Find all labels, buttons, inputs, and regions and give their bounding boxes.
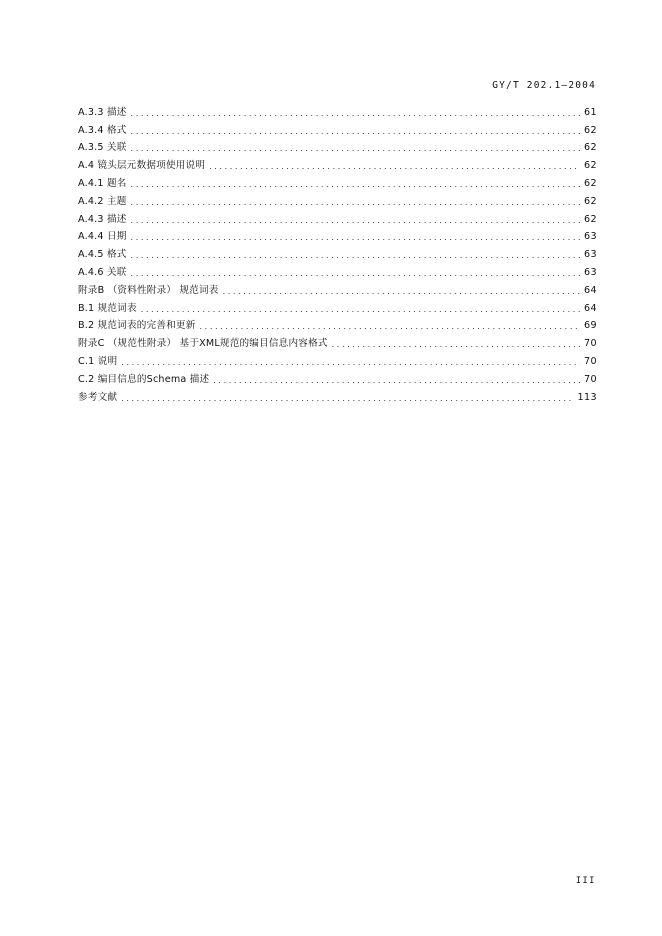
toc-entry-page: 63 — [583, 266, 597, 278]
toc-entry[interactable] — [78, 119, 597, 137]
toc-leader-dots — [131, 144, 580, 154]
toc-entry-page: 69 — [583, 320, 597, 332]
toc-entry-page: 113 — [577, 391, 597, 403]
toc-leader-dots — [213, 376, 580, 386]
toc-entry-page: 64 — [583, 302, 597, 314]
toc-leader-dots — [131, 233, 580, 243]
toc-leader-dots — [131, 251, 580, 261]
toc-entry-page: 62 — [583, 142, 597, 154]
table-of-contents — [78, 101, 597, 404]
toc-entry-page: 62 — [583, 195, 597, 207]
toc-entry-label: A.4.1 题名 — [78, 177, 127, 189]
toc-entry[interactable] — [78, 208, 597, 226]
toc-entry[interactable] — [78, 154, 597, 172]
toc-entry-label: A.4.2 主题 — [78, 195, 127, 207]
toc-entry-label: A.3.5 关联 — [78, 142, 127, 154]
page-number: III — [575, 876, 596, 886]
toc-entry-label: C.2 编目信息的Schema 描述 — [78, 373, 210, 385]
toc-leader-dots — [200, 322, 580, 332]
toc-leader-dots — [121, 394, 573, 404]
toc-leader-dots — [332, 340, 580, 350]
toc-leader-dots — [131, 216, 580, 226]
toc-leader-dots — [131, 127, 580, 137]
toc-entry[interactable] — [78, 243, 597, 261]
standard-code: GY/T 202.1—2004 — [492, 80, 596, 91]
toc-entry-label: A.4.3 描述 — [78, 213, 127, 225]
toc-entry[interactable] — [78, 137, 597, 155]
toc-entry-page: 70 — [583, 355, 597, 367]
toc-entry[interactable] — [78, 101, 597, 119]
toc-leader-dots — [131, 180, 580, 190]
toc-leader-dots — [131, 198, 580, 208]
toc-entry-label: B.1 规范词表 — [78, 302, 137, 314]
toc-entry-page: 62 — [583, 213, 597, 225]
toc-entry[interactable] — [78, 297, 597, 315]
toc-leader-dots — [131, 269, 580, 279]
toc-entry-label: C.1 说明 — [78, 355, 118, 367]
toc-entry[interactable] — [78, 261, 597, 279]
toc-entry-label: B.2 规范词表的完善和更新 — [78, 320, 196, 332]
toc-entry-page: 62 — [583, 177, 597, 189]
toc-entry-label: 附录B （资料性附录） 规范词表 — [78, 284, 219, 296]
toc-entry-label: A.4.6 关联 — [78, 266, 127, 278]
toc-leader-dots — [121, 358, 580, 368]
toc-entry-page: 61 — [583, 106, 597, 118]
toc-entry[interactable] — [78, 279, 597, 297]
toc-entry[interactable] — [78, 226, 597, 244]
toc-entry-label: 附录C （规范性附录） 基于XML规范的编目信息内容格式 — [78, 338, 328, 350]
toc-entry[interactable] — [78, 368, 597, 386]
toc-entry[interactable] — [78, 386, 597, 404]
toc-entry[interactable] — [78, 172, 597, 190]
toc-entry-label: A.4.5 格式 — [78, 249, 127, 261]
toc-entry[interactable] — [78, 190, 597, 208]
toc-entry-page: 63 — [583, 249, 597, 261]
toc-entry-label: A.3.3 描述 — [78, 106, 127, 118]
toc-entry[interactable] — [78, 315, 597, 333]
toc-leader-dots — [131, 109, 580, 119]
toc-leader-dots — [209, 162, 580, 172]
toc-entry-page: 70 — [583, 338, 597, 350]
toc-entry-label: 参考文献 — [78, 391, 118, 403]
toc-entry-label: A.3.4 格式 — [78, 124, 127, 136]
toc-entry-page: 62 — [583, 160, 597, 172]
toc-leader-dots — [223, 287, 580, 297]
toc-entry[interactable] — [78, 350, 597, 368]
toc-leader-dots — [141, 305, 580, 315]
toc-entry-label: A.4.4 日期 — [78, 231, 127, 243]
toc-entry[interactable] — [78, 332, 597, 350]
toc-entry-label: A.4 镜头层元数据项使用说明 — [78, 160, 206, 172]
toc-entry-page: 70 — [583, 373, 597, 385]
toc-entry-page: 63 — [583, 231, 597, 243]
toc-entry-page: 62 — [583, 124, 597, 136]
toc-entry-page: 64 — [583, 284, 597, 296]
